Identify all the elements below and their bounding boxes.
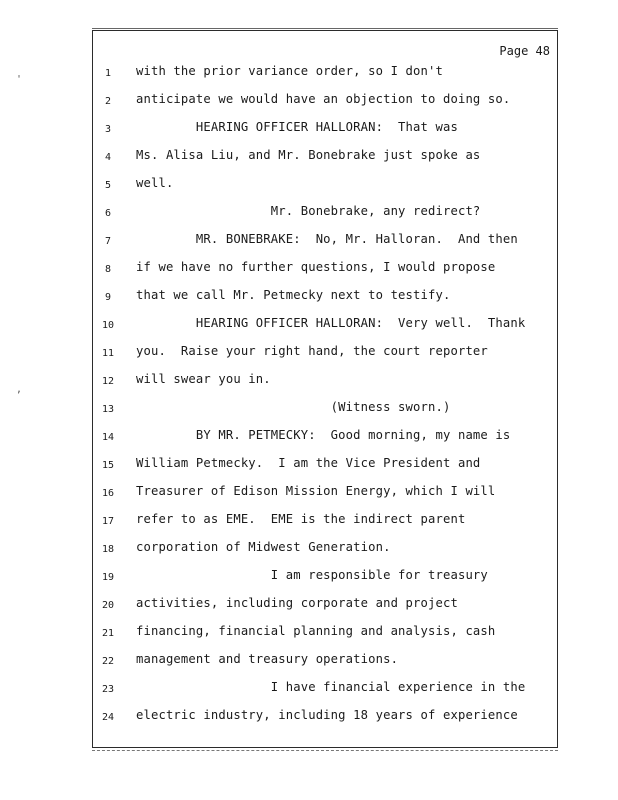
line-text: that we call Mr. Petmecky next to testify. bbox=[136, 288, 451, 302]
line-number: 7 bbox=[104, 236, 112, 247]
line-text: with the prior variance order, so I don't bbox=[136, 64, 443, 78]
line-number: 15 bbox=[101, 460, 115, 471]
line-text: Mr. Bonebrake, any redirect? bbox=[136, 204, 481, 218]
line-text: corporation of Midwest Generation. bbox=[136, 540, 391, 554]
line-number: 2 bbox=[104, 96, 112, 107]
transcript-line bbox=[92, 176, 558, 202]
line-text: I have financial experience in the bbox=[136, 680, 526, 694]
line-number: 10 bbox=[101, 320, 115, 331]
line-number: 16 bbox=[101, 488, 115, 499]
transcript-line bbox=[92, 120, 558, 146]
line-number: 1 bbox=[104, 68, 112, 79]
line-number: 5 bbox=[104, 180, 112, 191]
transcript-line bbox=[92, 456, 558, 482]
transcript-line bbox=[92, 344, 558, 370]
transcript-line bbox=[92, 316, 558, 342]
transcript-line bbox=[92, 484, 558, 510]
transcript-line bbox=[92, 624, 558, 650]
frame-bottom-rule bbox=[92, 750, 558, 751]
line-number: 13 bbox=[101, 404, 115, 415]
transcript-line bbox=[92, 64, 558, 90]
line-text: HEARING OFFICER HALLORAN: That was bbox=[136, 120, 458, 134]
line-text: well. bbox=[136, 176, 174, 190]
line-number: 12 bbox=[101, 376, 115, 387]
margin-mark: ' bbox=[16, 74, 23, 85]
line-number: 20 bbox=[101, 600, 115, 611]
transcript-line bbox=[92, 92, 558, 118]
line-number: 9 bbox=[104, 292, 112, 303]
line-text: will swear you in. bbox=[136, 372, 271, 386]
transcript-line bbox=[92, 288, 558, 314]
line-text: anticipate we would have an objection to doing so. bbox=[136, 92, 511, 106]
line-number: 14 bbox=[101, 432, 115, 443]
transcript-line bbox=[92, 372, 558, 398]
transcript-line bbox=[92, 428, 558, 454]
line-number: 18 bbox=[101, 544, 115, 555]
line-text: William Petmecky. I am the Vice President and bbox=[136, 456, 481, 470]
transcript-line bbox=[92, 652, 558, 678]
transcript-line bbox=[92, 708, 558, 734]
transcript-line bbox=[92, 148, 558, 174]
line-text: Ms. Alisa Liu, and Mr. Bonebrake just spoke as bbox=[136, 148, 481, 162]
line-text: refer to as EME. EME is the indirect parent bbox=[136, 512, 466, 526]
line-number: 4 bbox=[104, 152, 112, 163]
line-text: BY MR. PETMECKY: Good morning, my name is bbox=[136, 428, 511, 442]
line-number: 6 bbox=[104, 208, 112, 219]
line-text: electric industry, including 18 years of experience bbox=[136, 708, 518, 722]
line-text: HEARING OFFICER HALLORAN: Very well. Thank bbox=[136, 316, 526, 330]
line-number: 23 bbox=[101, 684, 115, 695]
transcript-line bbox=[92, 204, 558, 230]
line-number: 17 bbox=[101, 516, 115, 527]
page-number: Page 48 bbox=[499, 44, 550, 58]
line-number: 21 bbox=[101, 628, 115, 639]
line-number: 8 bbox=[104, 264, 112, 275]
line-text: management and treasury operations. bbox=[136, 652, 399, 666]
margin-mark: , bbox=[16, 384, 23, 395]
line-number: 19 bbox=[101, 572, 115, 583]
line-number: 24 bbox=[101, 712, 115, 723]
line-text: financing, financial planning and analysis, cash bbox=[136, 624, 496, 638]
transcript-line bbox=[92, 512, 558, 538]
line-text: (Witness sworn.) bbox=[136, 400, 451, 414]
frame-top-rule bbox=[92, 28, 558, 29]
line-text: activities, including corporate and project bbox=[136, 596, 458, 610]
line-text: I am responsible for treasury bbox=[136, 568, 488, 582]
transcript-line bbox=[92, 232, 558, 258]
line-text: MR. BONEBRAKE: No, Mr. Halloran. And then bbox=[136, 232, 518, 246]
line-number: 22 bbox=[101, 656, 115, 667]
line-number: 11 bbox=[101, 348, 115, 359]
line-text: you. Raise your right hand, the court reporter bbox=[136, 344, 488, 358]
transcript-line bbox=[92, 596, 558, 622]
line-number: 3 bbox=[104, 124, 112, 135]
line-text: if we have no further questions, I would propose bbox=[136, 260, 496, 274]
line-text: Treasurer of Edison Mission Energy, which I will bbox=[136, 484, 496, 498]
transcript-line bbox=[92, 568, 558, 594]
transcript-line bbox=[92, 400, 558, 426]
transcript-line bbox=[92, 260, 558, 286]
transcript-line bbox=[92, 680, 558, 706]
transcript-line bbox=[92, 540, 558, 566]
